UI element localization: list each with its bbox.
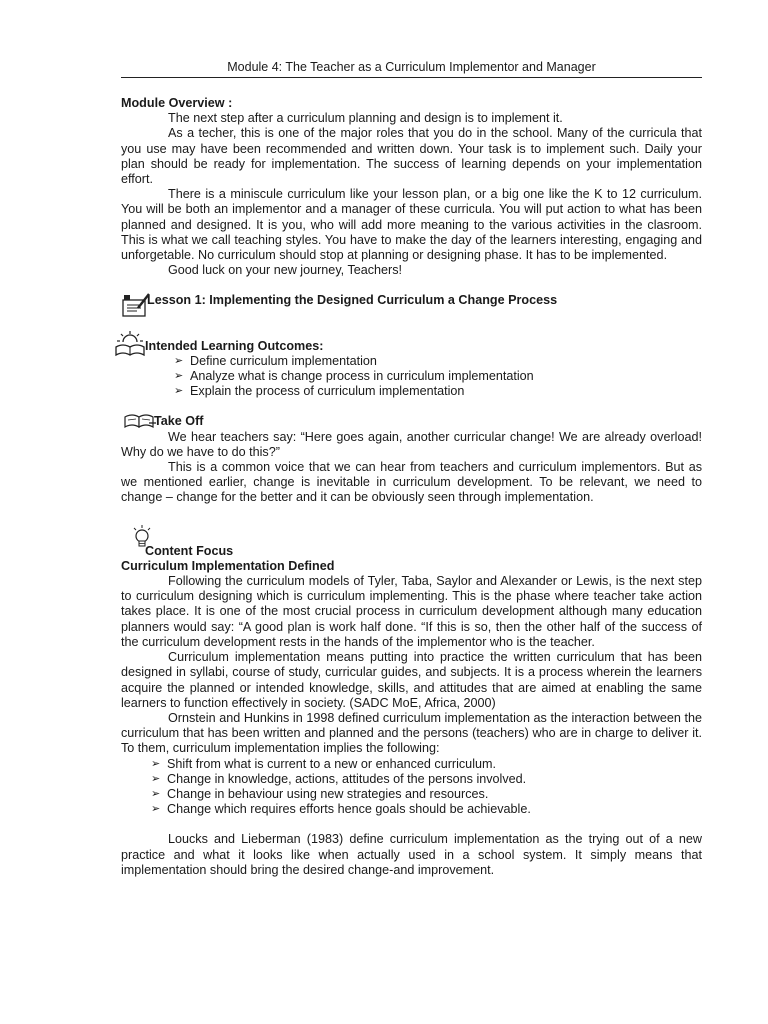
outcomes-heading-row (121, 339, 702, 354)
document-page (121, 58, 702, 878)
list-item: ➢ Change in knowledge, actions, attitudes of the persons involved. (151, 771, 527, 786)
list-item: ➢ Change which requires efforts hence goals should be achievable. (151, 802, 531, 817)
overview-paragraph: The next step after a curriculum planning and design is to implement it. (168, 111, 563, 126)
takeoff-heading: Take Off (154, 414, 204, 429)
lesson-title-row (121, 293, 702, 308)
overview-paragraph: There is a miniscule curriculum like your lesson plan, or a big one like the K to 12 curriculum. You will be both an implementor and a manager of these curricula. You will put action to what has been planned and designed. It is you, who will add more meaning to the various activities in the clasroom. This is what we call teaching styles. You have to make the day of the learners interesting, engaging and unforgetable. No curriculum should stop at planning or designing phase. It has to be implemented. (121, 187, 702, 263)
list-item: ➢ Analyze what is change process in curriculum implementation (174, 369, 534, 384)
lesson-title: Lesson 1: Implementing the Designed Curriculum a Change Process (147, 293, 558, 308)
takeoff-heading-row (121, 414, 702, 429)
book-pencil-icon (121, 292, 151, 322)
takeoff-paragraph: We hear teachers say: “Here goes again, another curricular change! We are already overload! Why do we have to do this?” (121, 429, 702, 459)
lightbulb-icon (131, 525, 153, 555)
open-book-icon (123, 410, 157, 434)
page-header: Module 4: The Teacher as a Curriculum Implementor and Manager (227, 60, 596, 74)
outcomes-heading: Intended Learning Outcomes: (145, 338, 324, 353)
sun-book-icon (113, 330, 147, 364)
overview-paragraph: Good luck on your new journey, Teachers! (168, 263, 403, 278)
overview-paragraph: As a techer, this is one of the major roles that you do in the school. Many of the curricula that you use may have been recommended and written down. Your task is to implement such. Daily your plan should be ready for implementation. The success of learning depends on your implementation effort. (121, 126, 702, 187)
content-paragraph: Following the curriculum models of Tyler, Taba, Saylor and Alexander or Lewis, is the next step to curriculum designing which is curriculum implementing. This is the phase where teacher take action takes place. It is one of the most crucial process in curriculum development although many education planners would say: “A good plan is work half done. “If this is so, then the other half of the success of the curriculum development rests in the hands of the implementor who is the teacher. (121, 574, 702, 649)
list-item: ➢ Change in behaviour using new strategies and resources. (151, 786, 489, 801)
content-heading-row (121, 544, 702, 559)
content-paragraph: Ornstein and Hunkins in 1998 defined curriculum implementation as the interaction between the curriculum that has been written and planned and the persons (teachers) who are in charge to deliver it. To them, curriculum implementation implies the following: (121, 710, 702, 756)
takeoff-paragraph: This is a common voice that we can hear from teachers and curriculum implementors. But as we mentioned earlier, change is inevitable in curriculum development. To be relevant, we need to change – change for the better and it can be obviously seen through implementation. (121, 460, 702, 505)
list-item: ➢ Define curriculum implementation (174, 353, 377, 368)
overview-heading: Module Overview : (121, 96, 233, 110)
content-heading: Content Focus (145, 543, 234, 558)
page-content (121, 96, 702, 878)
content-subheading: Curriculum Implementation Defined (121, 558, 335, 573)
outcomes-list (121, 354, 702, 400)
implementation-list (121, 757, 702, 818)
header-rule (121, 77, 702, 78)
content-paragraph: Curriculum implementation means putting into practice the written curriculum that has been designed in syllabi, course of study, curricular guides, and subjects. It is a process wherein the learners acquire the planned or intended knowledge, skills, and attitudes that are aimed at enabling the same learners to function effectively in society. (SADC MoE, Africa, 2000) (121, 650, 702, 710)
closing-paragraph: Loucks and Lieberman (1983) define curriculum implementation as the trying out of a new practice and what it looks like when actually used in a school system. It simply means that implementation should bring the desired change-and improvement. (121, 832, 702, 877)
list-item: ➢ Shift from what is current to a new or enhanced curriculum. (151, 756, 496, 771)
list-item: ➢ Explain the process of curriculum implementation (174, 384, 465, 399)
